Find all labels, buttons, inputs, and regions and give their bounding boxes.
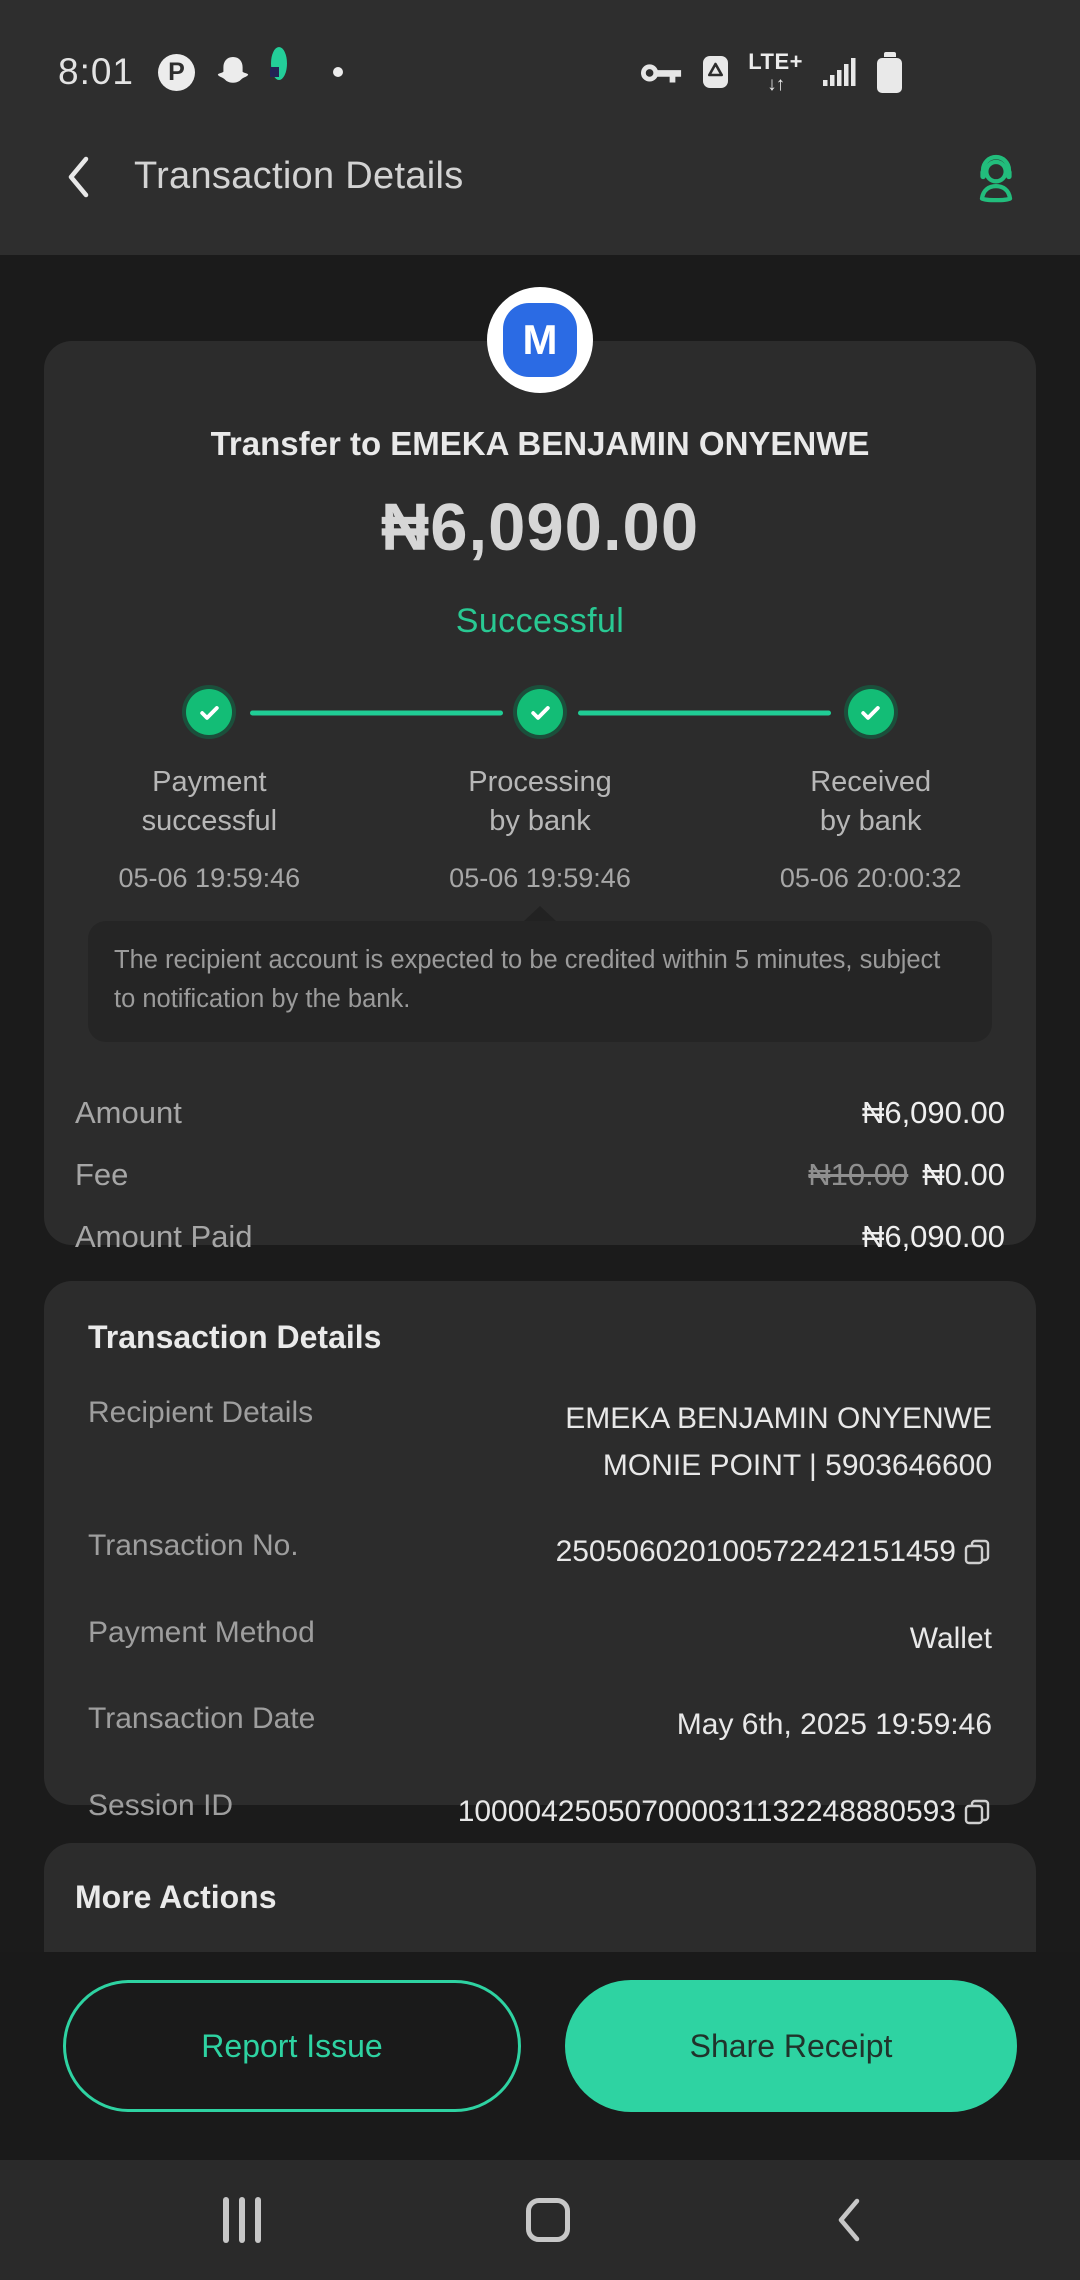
back-chevron-icon (64, 154, 92, 200)
payment-method-row: Payment Method Wallet (88, 1616, 992, 1663)
clock: 8:01 (58, 51, 135, 92)
transfer-amount: ₦6,090.00 (380, 490, 700, 565)
data-saver-icon (702, 54, 729, 90)
transaction-no-row: Transaction No. 250506020100572242151459 (88, 1529, 992, 1576)
card-title: Transaction Details (88, 1319, 382, 1355)
top-bar (0, 0, 1080, 255)
credit-notice: The recipient account is expected to be credited within 5 minutes, subject to notification by the bank. (88, 921, 992, 1042)
step-timestamp: 05-06 19:59:46 (449, 863, 631, 894)
step-label: Payment successful (141, 766, 278, 838)
transaction-date-value: May 6th, 2025 19:59:46 (676, 1708, 992, 1741)
transfer-title: Transfer to EMEKA BENJAMIN ONYENWE (210, 425, 870, 462)
pinterest-icon: P (158, 54, 195, 91)
session-id-row: Session ID 100004250507000031132248880593 (88, 1789, 992, 1836)
status-label: Successful (455, 602, 625, 640)
step-label: Received by bank (810, 766, 932, 838)
page-title: Transaction Details (134, 155, 464, 197)
progress-steps (44, 689, 1036, 737)
lte-plus-indicator: LTE+ ↓↑ (748, 48, 803, 95)
amount-row: Amount ₦6,090.00 (75, 1094, 1005, 1130)
status-bar (0, 0, 1080, 118)
battery-icon (877, 52, 902, 93)
opay-ring-icon (271, 55, 305, 89)
snapchat-icon (213, 52, 253, 92)
copy-icon (962, 1797, 992, 1827)
app-header (0, 118, 1080, 255)
check-circle-icon (848, 689, 894, 735)
fee-row: Fee ₦10.00 ₦0.00 (75, 1156, 1005, 1192)
moniepoint-logo-icon: M (503, 303, 577, 377)
signal-strength-icon (822, 56, 858, 88)
step-labels (44, 763, 1036, 841)
notification-dot-icon (333, 67, 343, 77)
copy-transaction-no-button[interactable] (962, 1537, 992, 1567)
key-icon (641, 58, 683, 86)
step-timestamp: 05-06 19:59:46 (118, 863, 301, 894)
android-navigation-bar (0, 2160, 1080, 2280)
transaction-date-row: Transaction Date May 6th, 2025 19:59:46 (88, 1702, 992, 1749)
bank-logo-badge (487, 287, 593, 393)
status-bar-right (641, 48, 902, 95)
amount-breakdown (44, 1082, 1036, 1268)
step-label: Processing by bank (468, 766, 612, 838)
recipient-details-row: Recipient Details EMEKA BENJAMIN ONYENWE MONIE POINT | 5903646600 (88, 1396, 992, 1489)
customer-support-button[interactable] (964, 145, 1028, 209)
recents-bars-icon (223, 2197, 261, 2243)
original-fee: ₦10.00 (808, 1156, 909, 1192)
tooltip-arrow (524, 906, 556, 921)
payment-method-value: Wallet (909, 1621, 992, 1655)
check-circle-icon (186, 689, 232, 735)
session-id-value: 100004250507000031132248880593 (457, 1794, 956, 1828)
nav-back-button[interactable] (828, 2190, 868, 2250)
home-squircle-icon (526, 2198, 570, 2242)
amount-paid-row: Amount Paid ₦6,090.00 (75, 1218, 1005, 1254)
status-bar-left (58, 51, 641, 93)
content-area (0, 255, 1080, 1952)
transaction-details-card (44, 1281, 1036, 1828)
back-chevron-icon (834, 2196, 862, 2244)
nav-recents-button[interactable] (217, 2191, 267, 2249)
more-actions-title: More Actions (75, 1879, 277, 1915)
recipient-value: EMEKA BENJAMIN ONYENWE MONIE POINT | 5903646600 (565, 1402, 992, 1482)
customer-support-icon (968, 149, 1024, 205)
share-receipt-button[interactable]: Share Receipt (565, 1980, 1017, 2112)
more-actions-card (44, 1843, 1036, 1952)
step-timestamps (44, 863, 1036, 894)
receipt-summary-card (44, 316, 1036, 1254)
action-button-bar (0, 1952, 1080, 2160)
nav-home-button[interactable] (520, 2192, 576, 2248)
back-button[interactable] (56, 146, 100, 208)
check-circle-icon (517, 689, 563, 735)
step-timestamp: 05-06 20:00:32 (779, 863, 962, 894)
copy-session-id-button[interactable] (962, 1797, 992, 1827)
report-issue-button[interactable]: Report Issue (63, 1980, 521, 2112)
transaction-no-value: 250506020100572242151459 (555, 1535, 956, 1568)
copy-icon (962, 1537, 992, 1567)
